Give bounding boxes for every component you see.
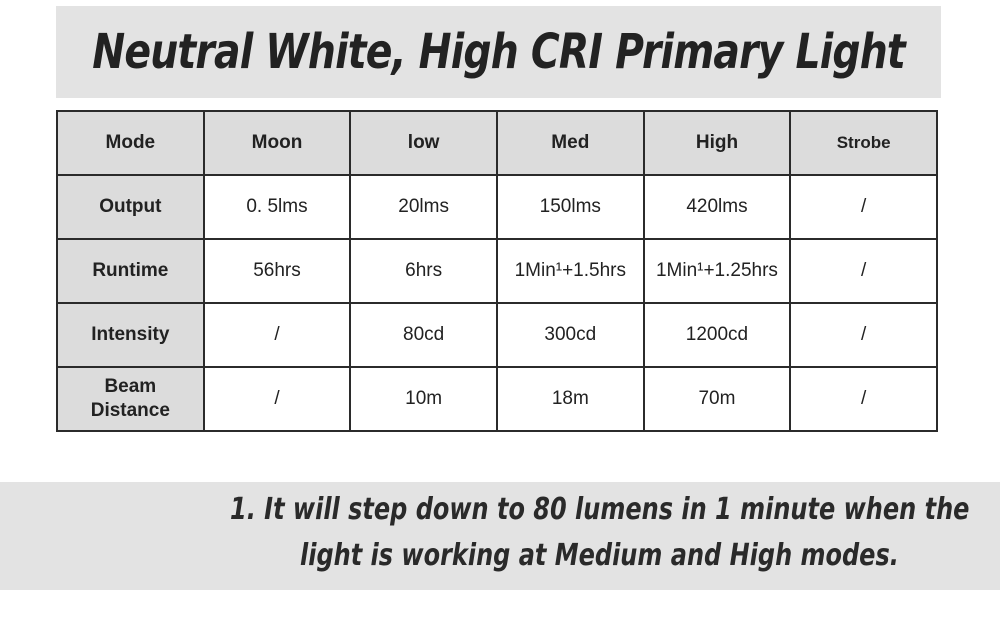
row-label-line-2: Distance <box>90 400 170 421</box>
table-cell: 6hrs <box>350 239 497 303</box>
table-cell: 0. 5lms <box>204 175 351 239</box>
table-cell: 1Min¹+1.25hrs <box>644 239 791 303</box>
table-cell: 420lms <box>644 175 791 239</box>
header-cell-high: High <box>644 111 791 175</box>
title-band <box>56 6 941 98</box>
row-label-output: Output <box>57 175 204 239</box>
table-cell: 10m <box>350 367 497 431</box>
row-label-intensity: Intensity <box>57 303 204 367</box>
table-row <box>57 303 937 367</box>
header-cell-med: Med <box>497 111 644 175</box>
table-cell: / <box>790 303 937 367</box>
page-title: Neutral White, High CRI Primary Light <box>92 24 905 80</box>
header-cell-low: low <box>350 111 497 175</box>
footnote-line-1: 1. It will step down to 80 lumens in 1 minute when the <box>230 492 970 527</box>
table-cell: / <box>790 367 937 431</box>
row-label-beam-distance <box>57 367 204 431</box>
table-cell: / <box>204 367 351 431</box>
table-cell: / <box>790 239 937 303</box>
table-row <box>57 239 937 303</box>
table-header-row <box>57 111 937 175</box>
table-cell: 18m <box>497 367 644 431</box>
spec-table <box>56 110 938 432</box>
footnote-band <box>0 482 1000 590</box>
header-cell-mode: Mode <box>57 111 204 175</box>
footnote-line-2: light is working at Medium and High modes. <box>300 538 899 573</box>
header-cell-strobe: Strobe <box>790 111 937 175</box>
table-cell: 70m <box>644 367 791 431</box>
table-cell: / <box>204 303 351 367</box>
table-cell: 1Min¹+1.5hrs <box>497 239 644 303</box>
row-label-runtime: Runtime <box>57 239 204 303</box>
table-row <box>57 175 937 239</box>
table-cell: 80cd <box>350 303 497 367</box>
table-cell: 150lms <box>497 175 644 239</box>
header-cell-moon: Moon <box>204 111 351 175</box>
table-cell: 20lms <box>350 175 497 239</box>
table-cell: / <box>790 175 937 239</box>
table-row <box>57 367 937 431</box>
table-cell: 56hrs <box>204 239 351 303</box>
table-cell: 1200cd <box>644 303 791 367</box>
table-cell: 300cd <box>497 303 644 367</box>
row-label-line-1: Beam <box>104 376 157 397</box>
